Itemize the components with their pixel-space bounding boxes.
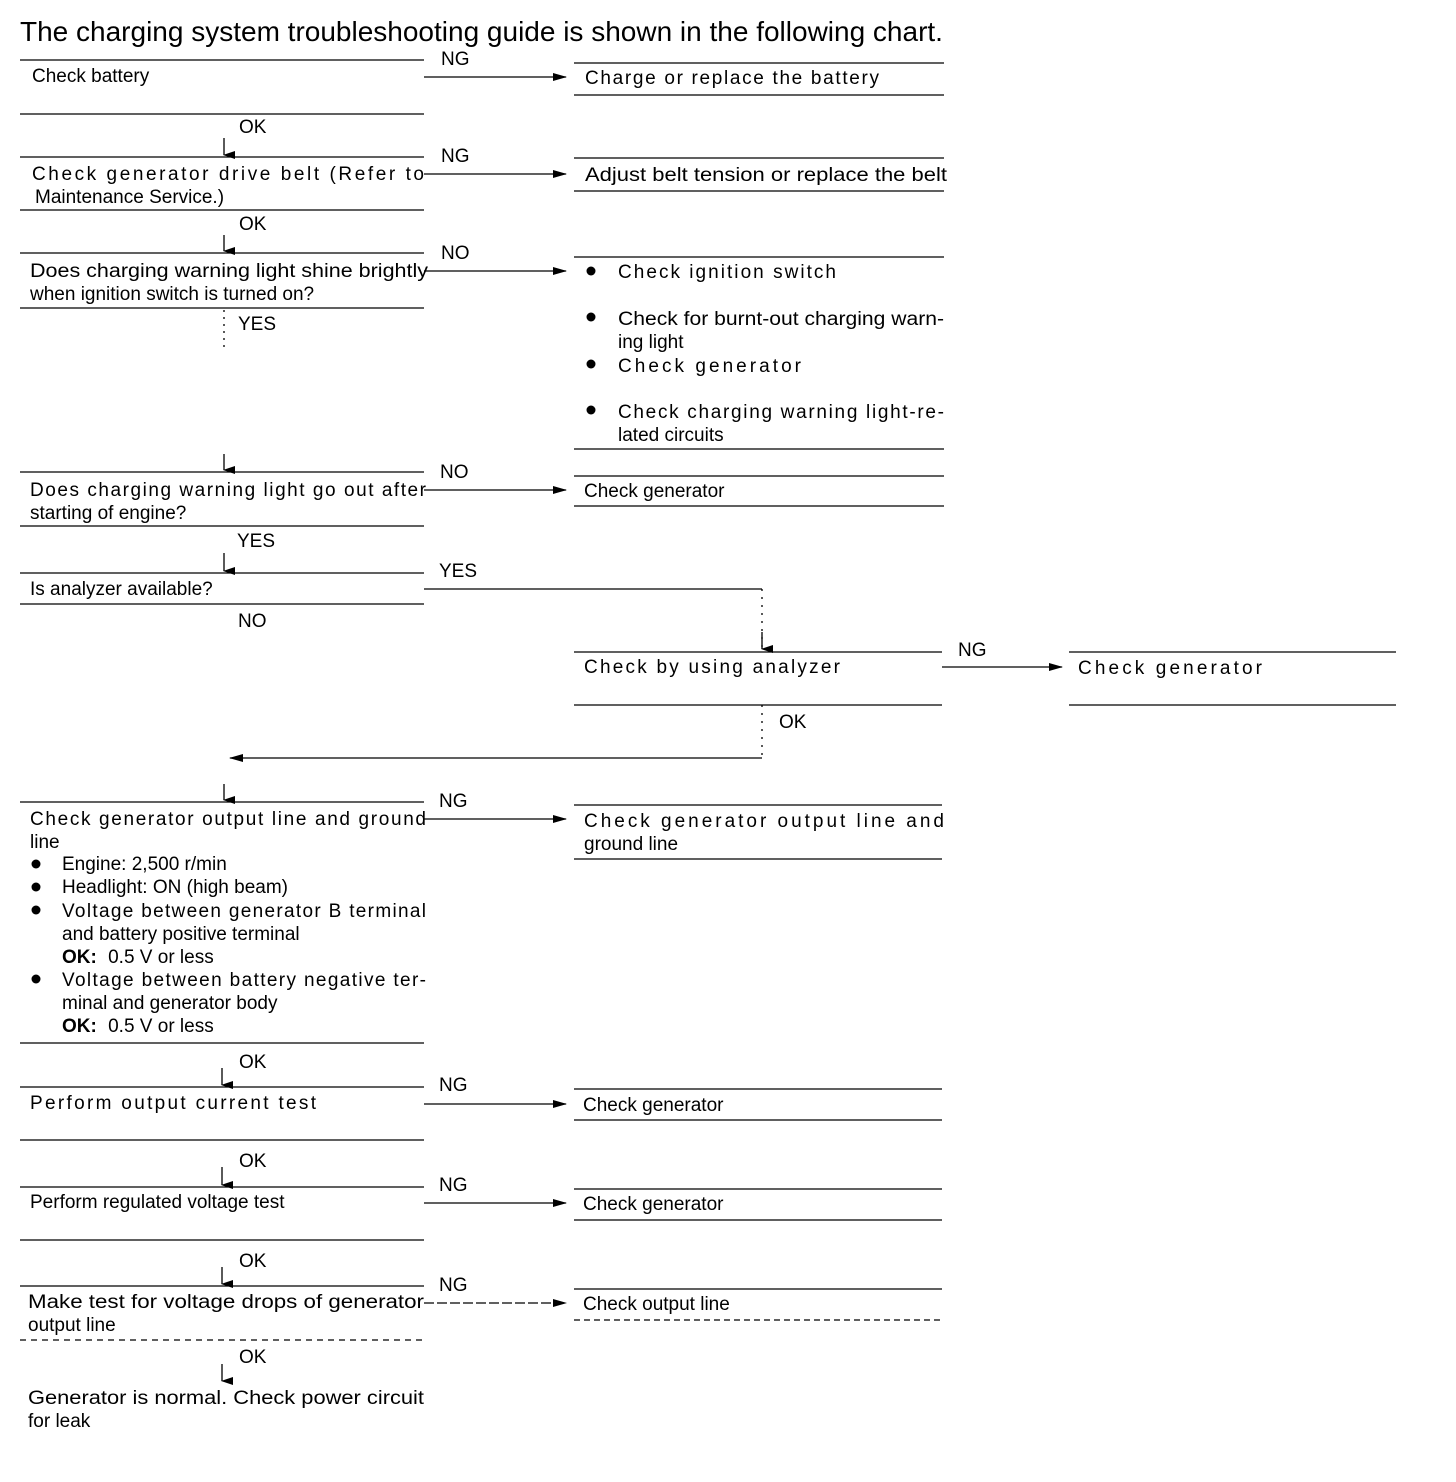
step-warning-light-out: Does charging warning light go out after starting of engine? <box>30 480 426 524</box>
label-yes-light-on: YES <box>238 314 277 335</box>
label-ng-belt: NG <box>441 146 470 167</box>
label-no-light-on: NO <box>441 243 470 264</box>
label-ok-battery: OK <box>239 117 267 138</box>
bullet-icon <box>32 883 41 892</box>
action-check-output-line: Check output line <box>583 1294 730 1315</box>
bullet-headlight: Headlight: ON (high beam) <box>62 877 288 898</box>
bullet-icon <box>587 360 596 369</box>
bullet-voltage-b-terminal: Voltage between generator B terminal and battery positive terminal <box>62 901 426 945</box>
bullet-icon <box>32 860 41 869</box>
bullet-icon <box>587 313 596 322</box>
action-charge-battery: Charge or replace the battery <box>585 68 879 89</box>
action-check-generator-1: Check generator <box>584 481 725 502</box>
chart-title: The charging system troubleshooting guide is shown in the following chart. <box>20 16 943 47</box>
check-burnt-out-light: Check for burnt-out charging warn- ing light <box>618 309 944 353</box>
label-no-light-out: NO <box>440 462 469 483</box>
step-output-ground-heading: Check generator output line and ground line <box>30 809 426 853</box>
step-analyzer-available: Is analyzer available? <box>30 579 213 600</box>
label-yes-light-out: YES <box>237 531 276 552</box>
bullet-icon <box>587 406 596 415</box>
bullet-icon <box>32 975 41 984</box>
action-check-generator-2: Check generator <box>583 1095 724 1116</box>
step-check-output-line-ground <box>30 809 433 1037</box>
bullet-icon <box>587 267 596 276</box>
label-no-analyzer: NO <box>238 611 267 632</box>
step-warning-light-on: Does charging warning light shine brightly when ignition switch is turned on? <box>30 261 429 305</box>
step-regulated-voltage-test: Perform regulated voltage test <box>30 1192 285 1213</box>
step-output-current-test: Perform output current test <box>30 1093 316 1114</box>
action-check-generator-3: Check generator <box>583 1194 724 1215</box>
label-ng-current: NG <box>439 1075 468 1096</box>
label-ok-current: OK <box>239 1151 267 1172</box>
label-ok-analyzer: OK <box>779 712 807 733</box>
bullet-icon <box>32 906 41 915</box>
bullet-voltage-negative-terminal: Voltage between battery negative ter- minal and generator body <box>62 970 427 1014</box>
step-check-battery: Check battery <box>32 66 150 87</box>
label-ng-analyzer: NG <box>958 640 987 661</box>
label-ng-regulated: NG <box>439 1175 468 1196</box>
spec-ok-1: OK: 0.5 V or less <box>62 947 214 968</box>
check-light-circuits: Check charging warning light-re- lated circuits <box>618 402 944 446</box>
action-adjust-belt: Adjust belt tension or replace the belt <box>585 165 948 186</box>
action-check-output-ground: Check generator output line and ground line <box>584 811 944 855</box>
check-ignition-switch: Check ignition switch <box>618 262 836 283</box>
step-voltage-drop-test: Make test for voltage drops of generator output line <box>28 1292 425 1336</box>
label-ok-regulated: OK <box>239 1251 267 1272</box>
action-ignition-checks <box>587 262 951 446</box>
label-ok-belt: OK <box>239 214 267 235</box>
label-ng-output-ground: NG <box>439 791 468 812</box>
bullet-engine-speed: Engine: 2,500 r/min <box>62 854 227 875</box>
label-ok-output-ground: OK <box>239 1052 267 1073</box>
action-check-generator-analyzer: Check generator <box>1078 658 1262 679</box>
step-check-by-analyzer: Check by using analyzer <box>584 657 840 678</box>
step-generator-normal: Generator is normal. Check power circuit for leak <box>28 1388 425 1432</box>
spec-ok-2: OK: 0.5 V or less <box>62 1016 214 1037</box>
label-yes-analyzer: YES <box>439 561 478 582</box>
label-ok-voltage-drop: OK <box>239 1347 267 1368</box>
label-ng-battery: NG <box>441 49 470 70</box>
step-check-belt: Check generator drive belt (Refer to Maintenance Service.) <box>32 164 424 208</box>
check-generator-ignition: Check generator <box>618 356 801 377</box>
label-ng-voltage-drop: NG <box>439 1275 468 1296</box>
